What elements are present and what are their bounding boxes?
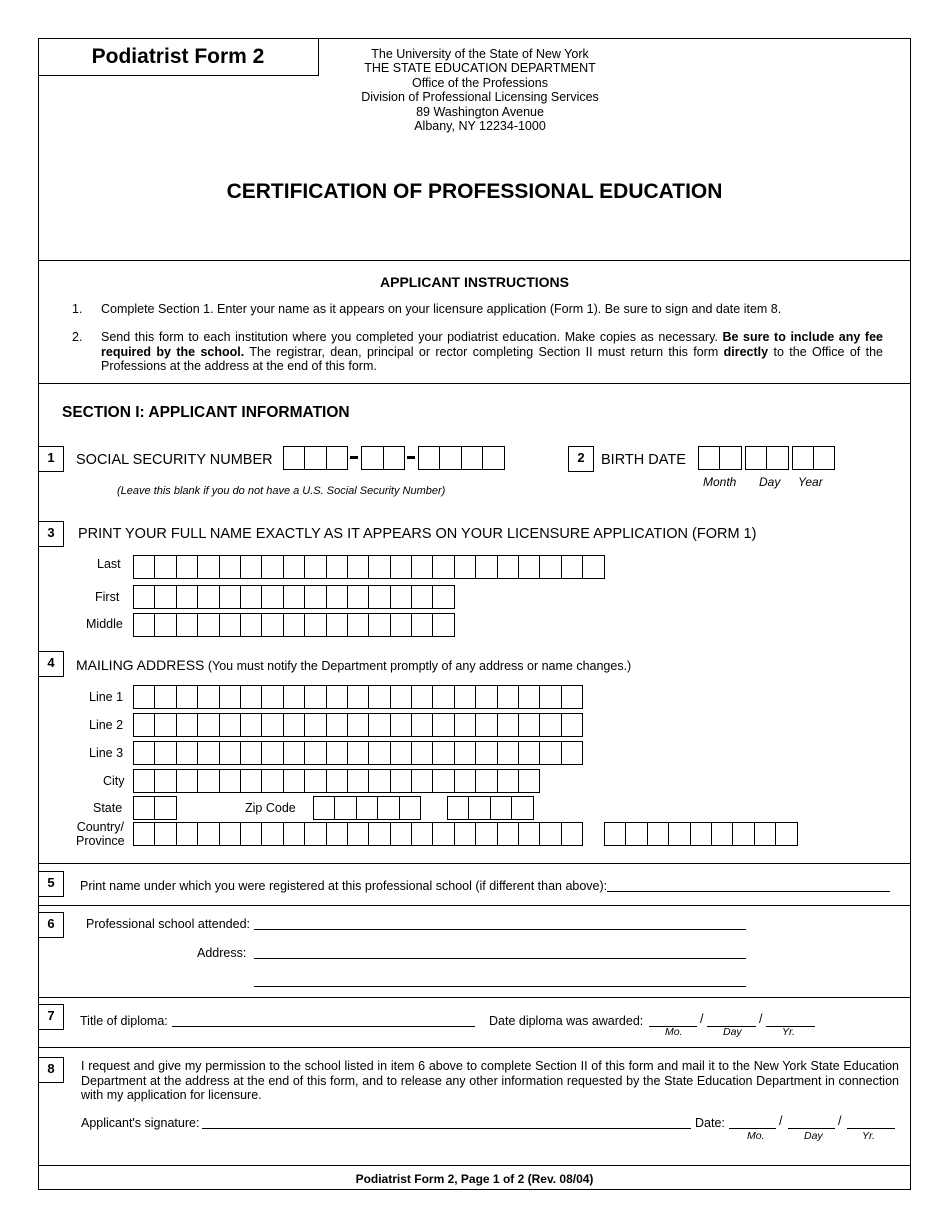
input-cell[interactable] xyxy=(347,741,369,765)
address-line2-field[interactable] xyxy=(133,713,582,737)
input-cell[interactable] xyxy=(283,446,305,470)
input-cell[interactable] xyxy=(261,685,283,709)
date-slash: / xyxy=(700,1012,704,1026)
input-cell[interactable] xyxy=(304,769,326,793)
input-cell[interactable] xyxy=(719,446,741,470)
input-cell[interactable] xyxy=(326,613,348,637)
agency-line: THE STATE EDUCATION DEPARTMENT xyxy=(364,61,596,76)
input-cell[interactable] xyxy=(490,796,512,820)
input-cell[interactable] xyxy=(219,685,241,709)
input-cell[interactable] xyxy=(475,822,497,846)
address-line2-label: Line 2 xyxy=(89,718,124,732)
input-cell[interactable] xyxy=(176,613,198,637)
input-cell[interactable] xyxy=(368,822,390,846)
input-cell[interactable] xyxy=(304,585,326,609)
dash-separator xyxy=(350,456,358,459)
first-name-label: First xyxy=(95,590,120,604)
input-cell[interactable] xyxy=(283,585,305,609)
instruction-text-part: Send this form to each institution where you completed your podiatrist education. Make copies as necessary. xyxy=(101,330,723,344)
input-cell[interactable] xyxy=(539,555,561,579)
input-cell[interactable] xyxy=(390,822,412,846)
input-cell[interactable] xyxy=(283,613,305,637)
city-field[interactable] xyxy=(133,769,539,793)
day-label: Day xyxy=(759,475,781,489)
input-cell[interactable] xyxy=(411,555,433,579)
input-cell[interactable] xyxy=(240,713,262,737)
agency-line: Division of Professional Licensing Services xyxy=(361,90,599,105)
input-cell[interactable] xyxy=(197,685,219,709)
signature-date-day[interactable] xyxy=(788,1114,835,1129)
input-cell[interactable] xyxy=(304,741,326,765)
input-cell[interactable] xyxy=(475,555,497,579)
input-cell[interactable] xyxy=(447,796,469,820)
input-cell[interactable] xyxy=(154,585,176,609)
input-cell[interactable] xyxy=(432,822,454,846)
input-cell[interactable] xyxy=(390,585,412,609)
input-cell[interactable] xyxy=(261,822,283,846)
input-cell[interactable] xyxy=(497,741,519,765)
input-cell[interactable] xyxy=(154,796,176,820)
input-cell[interactable] xyxy=(219,822,241,846)
input-cell[interactable] xyxy=(326,446,348,470)
signature-date-month[interactable] xyxy=(729,1114,776,1129)
input-cell[interactable] xyxy=(133,585,155,609)
input-cell[interactable] xyxy=(813,446,835,470)
input-cell[interactable] xyxy=(313,796,335,820)
input-cell[interactable] xyxy=(411,769,433,793)
input-cell[interactable] xyxy=(219,713,241,737)
input-cell[interactable] xyxy=(454,769,476,793)
input-cell[interactable] xyxy=(176,713,198,737)
date-awarded-day[interactable] xyxy=(707,1012,756,1027)
input-cell[interactable] xyxy=(304,613,326,637)
input-cell[interactable] xyxy=(197,822,219,846)
address-line3-label: Line 3 xyxy=(89,746,124,760)
input-cell[interactable] xyxy=(561,685,583,709)
input-cell[interactable] xyxy=(418,446,440,470)
input-cell[interactable] xyxy=(475,741,497,765)
input-cell[interactable] xyxy=(561,555,583,579)
input-cell[interactable] xyxy=(197,713,219,737)
middle-name-label: Middle xyxy=(86,617,123,631)
date-awarded-year[interactable] xyxy=(766,1012,815,1027)
input-cell[interactable] xyxy=(766,446,788,470)
input-cell[interactable] xyxy=(377,796,399,820)
input-cell[interactable] xyxy=(283,713,305,737)
input-cell[interactable] xyxy=(368,713,390,737)
input-cell[interactable] xyxy=(497,713,519,737)
input-cell[interactable] xyxy=(792,446,814,470)
input-cell[interactable] xyxy=(497,769,519,793)
input-cell[interactable] xyxy=(176,769,198,793)
input-cell[interactable] xyxy=(326,685,348,709)
agency-address xyxy=(330,47,630,133)
input-cell[interactable] xyxy=(176,741,198,765)
instruction-number: 1. xyxy=(72,302,83,316)
input-cell[interactable] xyxy=(368,685,390,709)
ssn-note: (Leave this blank if you do not have a U.S. Social Security Number) xyxy=(117,485,446,497)
input-cell[interactable] xyxy=(497,822,519,846)
agency-line: 89 Washington Avenue xyxy=(416,104,544,119)
input-cell[interactable] xyxy=(326,822,348,846)
input-cell[interactable] xyxy=(625,822,647,846)
input-cell[interactable] xyxy=(304,555,326,579)
input-cell[interactable] xyxy=(390,613,412,637)
input-cell[interactable] xyxy=(432,713,454,737)
input-cell[interactable] xyxy=(368,769,390,793)
input-cell[interactable] xyxy=(454,741,476,765)
signature-date-year[interactable] xyxy=(847,1114,895,1129)
input-cell[interactable] xyxy=(475,769,497,793)
input-cell[interactable] xyxy=(154,822,176,846)
input-cell[interactable] xyxy=(347,822,369,846)
input-cell[interactable] xyxy=(304,822,326,846)
input-cell[interactable] xyxy=(390,685,412,709)
input-cell[interactable] xyxy=(334,796,356,820)
country-label-line: Country/ xyxy=(76,820,124,834)
input-cell[interactable] xyxy=(219,741,241,765)
input-cell[interactable] xyxy=(432,585,454,609)
input-cell[interactable] xyxy=(561,822,583,846)
input-cell[interactable] xyxy=(432,555,454,579)
input-cell[interactable] xyxy=(518,769,540,793)
divider xyxy=(38,260,911,261)
input-cell[interactable] xyxy=(283,555,305,579)
divider xyxy=(38,1047,911,1048)
dash-separator xyxy=(407,456,415,459)
input-cell[interactable] xyxy=(347,613,369,637)
input-cell[interactable] xyxy=(475,685,497,709)
input-cell[interactable] xyxy=(240,685,262,709)
input-cell[interactable] xyxy=(347,685,369,709)
input-cell[interactable] xyxy=(732,822,754,846)
date-slash: / xyxy=(779,1114,783,1128)
input-cell[interactable] xyxy=(411,741,433,765)
address-heading-label: MAILING ADDRESS xyxy=(76,657,205,673)
diploma-label: Title of diploma: xyxy=(80,1014,168,1028)
input-cell[interactable] xyxy=(154,769,176,793)
input-cell[interactable] xyxy=(154,685,176,709)
address-line1-field[interactable] xyxy=(133,685,582,709)
input-cell[interactable] xyxy=(240,741,262,765)
input-cell[interactable] xyxy=(261,769,283,793)
input-cell[interactable] xyxy=(454,713,476,737)
input-cell[interactable] xyxy=(261,713,283,737)
last-name-field[interactable] xyxy=(133,555,604,579)
permission-text: I request and give my permission to the school listed in item 6 above to complete Section II of this form and mail it to the New York State Education Department at the address at the end of this form, and to release any other information requested by the State Education Department in connection with my application for licensure. xyxy=(81,1059,899,1102)
country-field[interactable] xyxy=(133,822,582,846)
input-cell[interactable] xyxy=(261,741,283,765)
input-cell[interactable] xyxy=(432,741,454,765)
last-name-label: Last xyxy=(97,557,121,571)
item-number-box: 5 xyxy=(38,871,64,897)
country-label-line: Province xyxy=(76,834,125,848)
input-cell[interactable] xyxy=(411,585,433,609)
item-number-box: 7 xyxy=(38,1004,64,1030)
divider xyxy=(38,905,911,906)
input-cell[interactable] xyxy=(411,713,433,737)
date-awarded-label: Date diploma was awarded: xyxy=(489,1014,644,1028)
input-cell[interactable] xyxy=(240,613,262,637)
input-cell[interactable] xyxy=(368,613,390,637)
school-address-line[interactable] xyxy=(254,972,746,987)
year-label: Yr. xyxy=(782,1026,796,1038)
state-field[interactable] xyxy=(133,796,176,820)
input-cell[interactable] xyxy=(390,555,412,579)
instruction-text-part: to the Office of the Professions at the address at the end of this form. xyxy=(101,344,883,373)
address-note: (You must notify the Department promptly of any address or name changes.) xyxy=(204,659,632,673)
input-cell[interactable] xyxy=(497,685,519,709)
school-label: Professional school attended: xyxy=(86,917,250,931)
input-cell[interactable] xyxy=(745,446,767,470)
input-cell[interactable] xyxy=(326,585,348,609)
input-cell[interactable] xyxy=(647,822,669,846)
input-cell[interactable] xyxy=(482,446,504,470)
middle-name-field[interactable] xyxy=(133,613,454,637)
month-label: Mo. xyxy=(665,1026,683,1038)
input-cell[interactable] xyxy=(133,555,155,579)
agency-line: Office of the Professions xyxy=(412,75,548,90)
input-cell[interactable] xyxy=(197,555,219,579)
input-cell[interactable] xyxy=(283,822,305,846)
school-address-line[interactable] xyxy=(254,944,746,959)
input-cell[interactable] xyxy=(511,796,533,820)
input-cell[interactable] xyxy=(261,555,283,579)
input-cell[interactable] xyxy=(390,769,412,793)
input-cell[interactable] xyxy=(326,555,348,579)
input-cell[interactable] xyxy=(454,555,476,579)
agency-line: The University of the State of New York xyxy=(371,47,589,61)
birth-date-field[interactable] xyxy=(698,446,834,470)
input-cell[interactable] xyxy=(176,555,198,579)
item-number-box: 2 xyxy=(568,446,594,472)
input-cell[interactable] xyxy=(154,555,176,579)
instruction-text-part: The registrar, dean, principal or rector completing Section II must return this form xyxy=(244,344,724,359)
month-label: Mo. xyxy=(747,1130,765,1142)
input-cell[interactable] xyxy=(432,613,454,637)
input-cell[interactable] xyxy=(347,769,369,793)
input-cell[interactable] xyxy=(411,613,433,637)
input-cell[interactable] xyxy=(368,585,390,609)
day-label: Day xyxy=(804,1130,823,1142)
input-cell[interactable] xyxy=(133,685,155,709)
input-cell[interactable] xyxy=(283,741,305,765)
province-field[interactable] xyxy=(604,822,797,846)
year-label: Year xyxy=(798,475,823,489)
input-cell[interactable] xyxy=(454,685,476,709)
divider xyxy=(38,1165,911,1166)
registered-name-line[interactable] xyxy=(607,877,890,892)
day-label: Day xyxy=(723,1026,742,1038)
input-cell[interactable] xyxy=(304,446,326,470)
input-cell[interactable] xyxy=(368,741,390,765)
input-cell[interactable] xyxy=(133,822,155,846)
input-cell[interactable] xyxy=(690,822,712,846)
input-cell[interactable] xyxy=(539,741,561,765)
input-cell[interactable] xyxy=(411,822,433,846)
signature-label: Applicant's signature: xyxy=(81,1116,200,1130)
input-cell[interactable] xyxy=(361,446,383,470)
input-cell[interactable] xyxy=(219,585,241,609)
input-cell[interactable] xyxy=(347,713,369,737)
input-cell[interactable] xyxy=(347,555,369,579)
input-cell[interactable] xyxy=(539,685,561,709)
input-cell[interactable] xyxy=(432,685,454,709)
instruction-emphasis: Be sure to include any fee required by the school. xyxy=(101,330,883,359)
instructions-heading: APPLICANT INSTRUCTIONS xyxy=(380,274,569,290)
input-cell[interactable] xyxy=(518,713,540,737)
input-cell[interactable] xyxy=(561,713,583,737)
diploma-line[interactable] xyxy=(172,1012,475,1027)
input-cell[interactable] xyxy=(390,713,412,737)
input-cell[interactable] xyxy=(432,769,454,793)
input-cell[interactable] xyxy=(219,613,241,637)
school-address-label: Address: xyxy=(197,946,247,960)
input-cell[interactable] xyxy=(197,585,219,609)
input-cell[interactable] xyxy=(219,555,241,579)
input-cell[interactable] xyxy=(539,713,561,737)
input-cell[interactable] xyxy=(197,741,219,765)
zip-code-label: Zip Code xyxy=(245,801,296,815)
signature-date-label: Date: xyxy=(695,1116,725,1130)
input-cell[interactable] xyxy=(383,446,405,470)
input-cell[interactable] xyxy=(454,822,476,846)
agency-line: Albany, NY 12234-1000 xyxy=(414,119,546,134)
input-cell[interactable] xyxy=(604,822,626,846)
item-number-box: 1 xyxy=(38,446,64,472)
input-cell[interactable] xyxy=(518,685,540,709)
input-cell[interactable] xyxy=(240,585,262,609)
address-line3-field[interactable] xyxy=(133,741,582,765)
input-cell[interactable] xyxy=(468,796,490,820)
input-cell[interactable] xyxy=(261,585,283,609)
item-number-box: 3 xyxy=(38,521,64,547)
input-cell[interactable] xyxy=(518,741,540,765)
birth-date-label: BIRTH DATE xyxy=(601,452,686,468)
page-footer: Podiatrist Form 2, Page 1 of 2 (Rev. 08/04) xyxy=(355,1172,594,1186)
country-label xyxy=(76,820,125,848)
input-cell[interactable] xyxy=(197,769,219,793)
divider xyxy=(38,997,911,998)
signature-line[interactable] xyxy=(202,1114,691,1129)
input-cell[interactable] xyxy=(176,685,198,709)
item-number-box: 8 xyxy=(38,1057,64,1083)
input-cell[interactable] xyxy=(154,741,176,765)
input-cell[interactable] xyxy=(356,796,378,820)
input-cell[interactable] xyxy=(698,446,720,470)
input-cell[interactable] xyxy=(326,741,348,765)
input-cell[interactable] xyxy=(133,713,155,737)
input-cell[interactable] xyxy=(582,555,604,579)
input-cell[interactable] xyxy=(326,769,348,793)
state-label: State xyxy=(93,801,123,815)
input-cell[interactable] xyxy=(475,713,497,737)
input-cell[interactable] xyxy=(368,555,390,579)
input-cell[interactable] xyxy=(518,822,540,846)
divider xyxy=(38,863,911,864)
date-slash: / xyxy=(759,1012,763,1026)
ssn-field[interactable] xyxy=(283,446,504,470)
item-number-box: 6 xyxy=(38,912,64,938)
address-heading xyxy=(76,657,631,673)
ssn-label: SOCIAL SECURITY NUMBER xyxy=(76,452,273,468)
input-cell[interactable] xyxy=(539,822,561,846)
input-cell[interactable] xyxy=(154,713,176,737)
input-cell[interactable] xyxy=(197,613,219,637)
section-heading: SECTION I: APPLICANT INFORMATION xyxy=(62,404,350,421)
address-line1-label: Line 1 xyxy=(89,690,124,704)
name-heading: PRINT YOUR FULL NAME EXACTLY AS IT APPEARS ON YOUR LICENSURE APPLICATION (FORM 1) xyxy=(78,526,757,542)
divider xyxy=(38,383,911,384)
input-cell[interactable] xyxy=(133,741,155,765)
first-name-field[interactable] xyxy=(133,585,454,609)
instruction-text: Complete Section 1. Enter your name as it appears on your licensure application (Form 1). Be sure to sign and date item 8. xyxy=(101,302,782,316)
instruction-emphasis: directly xyxy=(723,344,769,359)
input-cell[interactable] xyxy=(439,446,461,470)
registered-name-label: Print name under which you were registered at this professional school (if different than above): xyxy=(80,879,608,893)
school-line[interactable] xyxy=(254,915,746,930)
input-cell[interactable] xyxy=(461,446,483,470)
item-number-box: 4 xyxy=(38,651,64,677)
input-cell[interactable] xyxy=(304,713,326,737)
date-awarded-month[interactable] xyxy=(649,1012,697,1027)
input-cell[interactable] xyxy=(133,796,155,820)
zip-code-field[interactable] xyxy=(313,796,420,820)
input-cell[interactable] xyxy=(399,796,421,820)
month-label: Month xyxy=(703,475,737,489)
year-label: Yr. xyxy=(862,1130,876,1142)
instruction-text xyxy=(101,330,883,374)
input-cell[interactable] xyxy=(283,685,305,709)
input-cell[interactable] xyxy=(133,769,155,793)
input-cell[interactable] xyxy=(304,685,326,709)
input-cell[interactable] xyxy=(775,822,797,846)
instruction-number: 2. xyxy=(72,330,83,344)
input-cell[interactable] xyxy=(561,741,583,765)
input-cell[interactable] xyxy=(219,769,241,793)
input-cell[interactable] xyxy=(261,613,283,637)
input-cell[interactable] xyxy=(518,555,540,579)
city-label: City xyxy=(103,774,125,788)
input-cell[interactable] xyxy=(154,613,176,637)
zip-extension-field[interactable] xyxy=(447,796,533,820)
input-cell[interactable] xyxy=(754,822,776,846)
input-cell[interactable] xyxy=(497,555,519,579)
input-cell[interactable] xyxy=(326,713,348,737)
input-cell[interactable] xyxy=(176,585,198,609)
input-cell[interactable] xyxy=(133,613,155,637)
input-cell[interactable] xyxy=(347,585,369,609)
input-cell[interactable] xyxy=(240,822,262,846)
input-cell[interactable] xyxy=(176,822,198,846)
input-cell[interactable] xyxy=(390,741,412,765)
form-title: Podiatrist Form 2 xyxy=(38,38,319,76)
input-cell[interactable] xyxy=(711,822,733,846)
input-cell[interactable] xyxy=(283,769,305,793)
input-cell[interactable] xyxy=(240,555,262,579)
date-slash: / xyxy=(838,1114,842,1128)
input-cell[interactable] xyxy=(240,769,262,793)
page-title: CERTIFICATION OF PROFESSIONAL EDUCATION xyxy=(226,180,723,203)
input-cell[interactable] xyxy=(668,822,690,846)
input-cell[interactable] xyxy=(411,685,433,709)
